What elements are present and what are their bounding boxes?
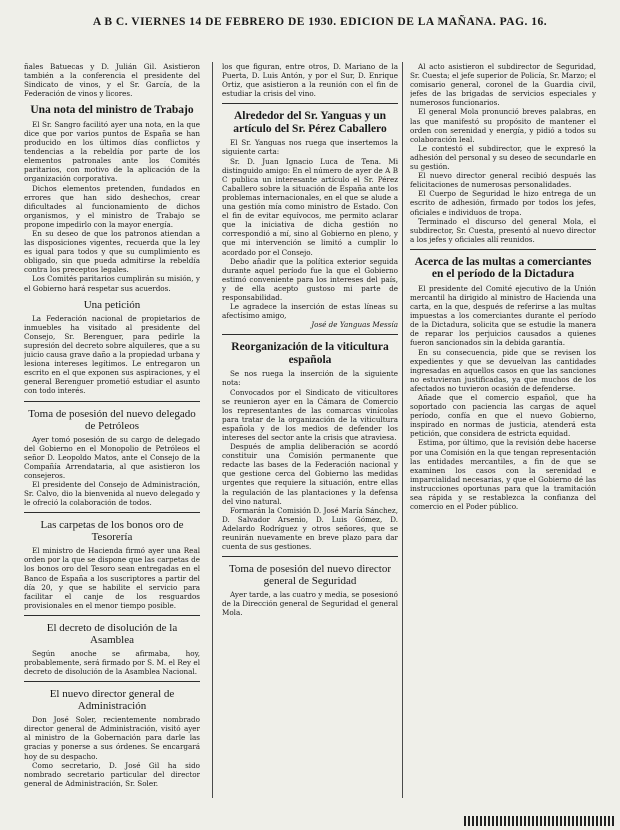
article-paragraph: El general Mola pronunció breves palabras, en las que manifestó su propósito de mantener el orden con serenidad y energía, y pidió a todos su colaboración leal. xyxy=(410,107,596,144)
article-paragraph: Se nos ruega la inserción de la siguiente nota: xyxy=(222,369,398,388)
headline-multas: Acerca de las multas a comerciantes en el período de la Dictadura xyxy=(414,255,592,281)
article-paragraph: Ayer tarde, a las cuatro y media, se posesionó de la Dirección general de Seguridad el general Mola. xyxy=(222,590,398,618)
headline-trabajo: Una nota del ministro de Trabajo xyxy=(30,104,194,117)
article-paragraph: El ministro de Hacienda firmó ayer una Real orden por la que se dispone que las carpetas de los bonos oro del Tesoro sean entregadas en el Banco de España a los suscriptores a partir del día 20, y que se habilite el servicio para facilitar el canje de los resguardos provisionales en el menor tiempo posible. xyxy=(24,546,200,610)
section-divider xyxy=(24,615,200,616)
article-paragraph: En su deseo de que los patronos atiendan a las disposiciones vigentes, recuerda que la ley es igual para todos y que su cumplimiento es obligado, sin que pueda admitirse la rebeldía contra los preceptos legales. xyxy=(24,229,200,275)
column-rule xyxy=(402,62,403,798)
article-signature: José de Yanguas Messía xyxy=(311,320,398,330)
article-paragraph: Como secretario, D. José Gil ha sido nombrado secretario particular del director general de Administración, Sr. Soler. xyxy=(24,760,200,788)
headline-peticion: Una petición xyxy=(83,298,141,311)
column-2 xyxy=(222,62,398,800)
article-paragraph: El nuevo director general recibió después las felicitaciones de numerosas personalidades. xyxy=(410,171,596,190)
article-paragraph: Terminado el discurso del general Mola, el subdirector, Sr. Cuesta, presentó al nuevo director a los jefes y oficiales allí reunidos. xyxy=(410,216,596,244)
article-paragraph: Ayer tomó posesión de su cargo de delegado del Gobierno en el Monopolio de Petróleos el señor D. Leopoldo Matos, ante el Consejo de la Compañía Arrendataria, al que asistieron los consejeros. xyxy=(24,434,200,480)
article-paragraph: La Federación nacional de propietarios de inmuebles ha visitado al presidente del Consejo, Sr. Berenguer, para pedirle la supresión del decreto sobre alquileres, que a su juicio causa grave daño a la propiedad urbana y lesiona intereses legítimos. Le entregaron un escrito en el que exponen sus aspiraciones, y el general Berenguer prometió estudiar el asunto con todo interés. xyxy=(24,313,200,396)
article-paragraph: Dichos elementos pretenden, fundados en errores que han sido deshechos, crear dificultades al funcionamiento de dichos organismos, y el ministro de Trabajo se propone impedirlo con la mayor energía. xyxy=(24,183,200,229)
section-divider xyxy=(410,249,596,250)
section-divider xyxy=(24,681,200,682)
article-paragraph: Debo añadir que la política exterior seguida durante aquel período fue la que el Gobierno estimó conveniente para los intereses del país, y de ella acepto gustoso mi parte de responsabilidad. xyxy=(222,256,398,302)
column-rule xyxy=(212,62,213,798)
col1-intro: ñales Batuecas y D. Julián Gil. Asistieron también a la conferencia el presidente del Sindicato de vinos, y el Sr. García, de la Federación de vinos y licores. xyxy=(24,62,200,99)
article-paragraph: El Sr. Yanguas nos ruega que insertemos la siguiente carta: xyxy=(222,138,398,157)
scan-barcode xyxy=(464,816,614,826)
section-divider xyxy=(222,103,398,104)
column-3 xyxy=(410,62,596,800)
column-1 xyxy=(24,62,200,800)
article-paragraph: Estima, por último, que la revisión debe hacerse por una Comisión en la que tengan representación las entidades mercantiles, a fin de que se examinen los casos con la serenidad e imparcialidad necesarias, y que el Gobierno dé las instrucciones oportunas para que la tramitación sea rápida y se restablezca la confianza del comercio en el Poder público. xyxy=(410,438,596,512)
col2-intro: los que figuran, entre otros, D. Mariano de la Puerta, D. Luis Antón, y por el Sur, D. Enrique Ortiz, que asistieron a la reunión con el fin de estudiar la crisis del vino. xyxy=(222,62,398,99)
article-paragraph: El presidente del Comité ejecutivo de la Unión mercantil ha dirigido al ministro de Hacienda una carta, en la que, después de referirse a las multas impuestas a los comerciantes durante el período de la Dictadura, solicita que se estudie la manera de reparar los perjuicios causados a quienes fueron sancionados sin la debida garantía. xyxy=(410,283,596,348)
article-paragraph: Le contestó el subdirector, que le expresó la adhesión del personal y su deseo de secundarle en su gestión. xyxy=(410,143,596,172)
article-paragraph: El presidente del Consejo de Administración, Sr. Calvo, dio la bienvenida al nuevo delegado y le ofreció la colaboración de todos. xyxy=(24,479,200,508)
section-divider xyxy=(222,556,398,557)
headline-yanguas: Alrededor del Sr. Yanguas y un artículo del Sr. Pérez Caballero xyxy=(233,110,387,135)
article-paragraph: Al acto asistieron el subdirector de Seguridad, Sr. Cuesta; el jefe superior de Policía, Sr. Marzo; el comisario general, coronel de la Guardia civil, jefes de las brigadas de servicios especiales y numerosos funcionarios. xyxy=(410,62,596,108)
headline-seguridad: Toma de posesión del nuevo director general de Seguridad xyxy=(228,563,392,588)
section-divider xyxy=(24,401,200,402)
article-paragraph: El Cuerpo de Seguridad le hizo entrega de un escrito de adhesión, firmado por todos los jefes, oficiales e individuos de tropa. xyxy=(410,189,596,217)
headline-decreto: El decreto de disolución de la Asamblea xyxy=(46,621,178,646)
section-divider xyxy=(24,512,200,513)
headline-tesoreria: Las carpetas de los bonos oro de Tesorería xyxy=(40,519,184,544)
headline-viticultura: Reorganización de la viticultura española xyxy=(231,341,389,366)
article-paragraph: Añade que el comercio español, que ha soportado con paciencia las cargas de aquel período, confía en que el nuevo Gobierno, inspirado en normas de justicia, atenderá esta petición, que considera de estricta equidad. xyxy=(410,393,596,439)
article-paragraph: Sr. D. Juan Ignacio Luca de Tena. Mi distinguido amigo: En el número de ayer de A B C publica un interesante artículo el Sr. Pérez Caballero sobre la situación de España ante los problemas internacionales, en el que se alude a una gestión mía como ministro de Estado. Con el fin de evitar equívocos, me permito aclarar que la iniciativa de dicha gestión no correspondió a mí, sino al Gobierno en pleno, y que mi intervención se limitó a cumplir lo acordado por el Consejo. xyxy=(222,156,398,257)
section-divider xyxy=(222,334,398,335)
article-paragraph: Los Comités paritarios cumplirán su misión, y el Gobierno hará respetar sus acuerdos. xyxy=(24,274,200,293)
headline-director: El nuevo director general de Administración xyxy=(49,688,175,713)
article-paragraph: Después de amplia deliberación se acordó constituir una Comisión permanente que redacte las bases de la Federación nacional y que gestione cerca del Gobierno las medidas urgentes que requiere la situación, entre ellas la regulación de las plantaciones y la defensa del vino natural. xyxy=(222,442,398,506)
article-paragraph: Le agradece la inserción de estas líneas su afectísimo amigo, xyxy=(222,302,398,321)
article-paragraph: Según anoche se afirmaba, hoy, probablemente, será firmado por S. M. el Rey el decreto de disolución de la Asamblea Nacional. xyxy=(24,648,200,677)
article-paragraph: Don José Soler, recientemente nombrado director general de Administración, visitó ayer al ministro de la Gobernación para darle las gracias y ponerse a sus órdenes. Se encargará hoy de su despacho. xyxy=(24,715,200,761)
page-header: A B C. VIERNES 14 DE FEBRERO DE 1930. EDICION DE LA MAÑANA. PAG. 16. xyxy=(92,16,548,28)
article-paragraph: Formarán la Comisión D. José María Sánchez, D. Salvador Arsenio, D. Luis Gómez, D. Adelardo Rodríguez y otros señores, que se reunirán nuevamente en breve plazo para dar cuenta de sus gestiones. xyxy=(222,505,398,552)
headline-posesion: Toma de posesión del nuevo delegado de Petróleos xyxy=(28,407,196,432)
article-paragraph: El Sr. Sangro facilitó ayer una nota, en la que dice que por varios puntos de España se han producido en los últimos días conflictos y tendencias a la rebeldía por parte de los elementos patronales ante los Comités paritarios, con motivo de la aplicación de la organización corporativa. xyxy=(24,119,200,184)
article-paragraph: Convocados por el Sindicato de viticultores se reunieron ayer en la Cámara de Comercio los representantes de las comarcas vinícolas para tratar de la organización de la viticultura española y de los medios de defender los intereses del sector ante la crisis que atraviesa. xyxy=(222,387,398,442)
article-paragraph: En su consecuencia, pide que se revisen los expedientes y que se devuelvan las cantidades ingresadas en aquellos casos en que las sanciones no estuvieran justificadas, ya que muchos de los afectados no tuvieron ocasión de defenderse. xyxy=(410,347,596,393)
